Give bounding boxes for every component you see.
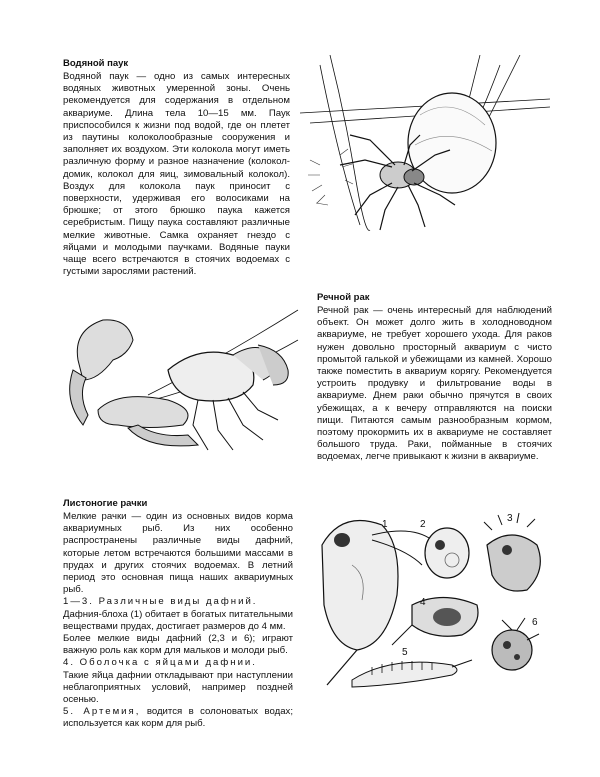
crayfish-illustration (58, 300, 303, 470)
artemia-5 (352, 660, 472, 687)
water-spider-heading: Водяной паук (63, 58, 129, 69)
figure-number-4: 4 (420, 597, 426, 608)
crayfish-text: Речной рак — очень интересный для наблюдений объект. Он может долго жить в холодноводном аквариуме, не требует хорошего ухода. Для раков нужен довольно просторный аквариум с чисто промытой галькой и убежищами из камней. Хорошо также поместить в аквариум корягу. Рекомендуется устроить продувку и фильтрование воды в аквариуме. Днем раки обычно прячутся в своих убежищах, а к вечеру отправляются на поиски пищи. Питаются самым разнообразным кормом, поэтому прокормить их в аквариуме не составляет большого труда. Раки, пойманные в стоячих водоемах, легче привыкают к жизни в аквариуме. (317, 305, 552, 463)
item-4-label: 4. Оболочка с яйцами дафнии. (63, 657, 257, 669)
figure-number-5: 5 (402, 647, 408, 658)
phyllopod-intro: Мелкие рачки — один из основных видов корма аквариумных рыб. Из них особенно распространены различные виды дафний, которые летом встречаются большими массами в прудах и других стоячих водоемах. В летний период это основная пища наших аквариумных рыб. (63, 511, 293, 596)
item-5-label: 5. Артемия, (63, 706, 141, 718)
item-1-text: Дафния-блоха (1) обитает в богатых питательными веществами прудах, достигает размеров до 4 мм. (63, 608, 293, 632)
daphnia-3 (484, 513, 540, 591)
crayfish-heading: Речной рак (317, 292, 370, 303)
ephippium-4 (392, 598, 478, 646)
figure-number-2: 2 (420, 519, 426, 530)
phyllopod-heading: Листоногие рачки (63, 498, 148, 509)
figure-number-6: 6 (532, 617, 538, 628)
crayfish-body (168, 345, 288, 401)
item-5-text: водится в солоноватых водах; используется как корм для рыб. (63, 706, 293, 730)
water-spider-illustration (300, 55, 550, 235)
water-spider-text: Водяной паук — одно из самых интересных водяных животных умеренной зоны. Очень рекомендуется для содержания в отдельном аквариуме. Длина тела 10—15 мм. Паук приспособился к жизни под водой, где он плетет из паутины колоколообразные сооружения и заполняет их воздухом. Эти колокола могут иметь различную форму и разное назначение (колокол-домик, колокол для яиц, зимовальный колокол). Воздух для колокола паук приносит с поверхности, удерживая его волосиками на брюшке; от этого брюшко паука кажется серебристым. Пищу паука составляют различные мелкие животные. Самка охраняет гнездо с яйцами и молодыми паучками. Водяные пауки чаще всего встречаются в стоячих водоемах с густыми зарослями растений. (63, 71, 290, 278)
daphnia-2 (425, 528, 469, 578)
crayfish-claw-lower (98, 397, 198, 446)
water-spider-section (63, 58, 290, 278)
phyllopod-text (63, 511, 293, 731)
item-4-text: Такие яйца дафнии откладывают при наступлении неблагоприятных условий, например поздней осенью. (63, 669, 293, 706)
phyllopod-section (63, 498, 293, 731)
item-2-text: Более мелкие виды дафний (2,3 и 6); играют важную роль как корм для мальков и молоди рыб. (63, 633, 293, 657)
daphnia-illustration (312, 505, 557, 700)
figure-number-1: 1 (382, 519, 388, 530)
item-1-label: 1—3. Различные виды дафний. (63, 596, 258, 608)
figure-number-3: 3 (507, 513, 513, 524)
crayfish-section (317, 292, 552, 464)
